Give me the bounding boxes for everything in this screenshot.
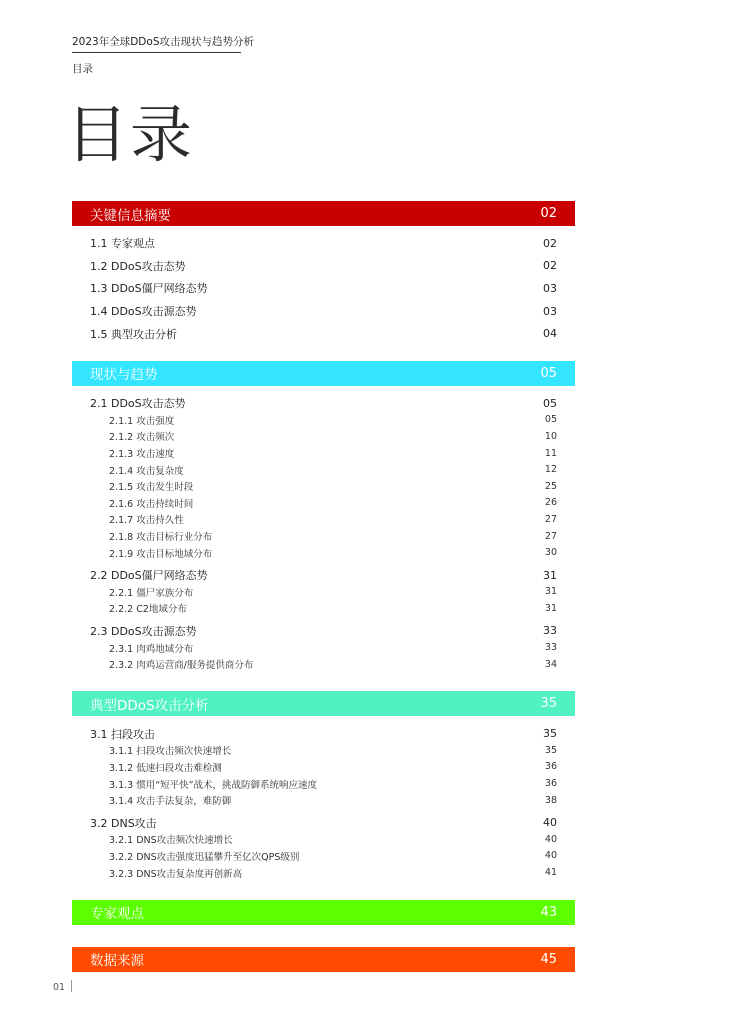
- toc-entry-label: 1.5 典型攻击分析: [90, 327, 177, 341]
- toc-entry-page: 05: [544, 414, 557, 426]
- toc-entry-label: 2.2 DDoS僵尸网络态势: [90, 569, 208, 583]
- toc-subentry[interactable]: [72, 759, 575, 776]
- toc-entry-page: 31: [544, 602, 557, 614]
- toc-subentry[interactable]: [72, 792, 575, 809]
- toc-subentry[interactable]: [72, 639, 575, 656]
- toc-entry-page: 03: [543, 281, 557, 295]
- toc-section-title: 关键信息摘要: [90, 207, 171, 224]
- toc-subentry[interactable]: [72, 445, 575, 462]
- toc-entry-page: 25: [544, 480, 557, 492]
- toc-section-bar[interactable]: [72, 691, 575, 716]
- toc-entry[interactable]: [72, 623, 575, 640]
- toc-entry-page: 11: [544, 447, 557, 459]
- toc-entry-label: 3.1 扫段攻击: [90, 727, 155, 741]
- toc-entry-label: 3.2.1 DNS攻击频次快速增长: [109, 835, 233, 847]
- toc-entry-label: 3.2 DNS攻击: [90, 816, 157, 830]
- header-divider: [72, 52, 241, 53]
- toc-entry-page: 36: [544, 778, 557, 790]
- toc-entry-label: 2.3 DDoS攻击源态势: [90, 624, 197, 638]
- toc-entry-page: 27: [544, 530, 557, 542]
- toc-entry[interactable]: [72, 814, 575, 831]
- toc-subentry[interactable]: [72, 656, 575, 673]
- toc-subentry[interactable]: [72, 528, 575, 545]
- toc-entry-label: 2.1.6 攻击持续时间: [109, 498, 194, 510]
- toc-entry-page: 02: [543, 236, 557, 250]
- toc-entry-page: 40: [544, 833, 557, 845]
- toc-entry-label: 3.2.3 DNS攻击复杂度再创新高: [109, 868, 243, 880]
- toc-subentry[interactable]: [72, 495, 575, 512]
- toc-entry-label: 2.3.1 肉鸡地域分布: [109, 643, 194, 655]
- toc-entry[interactable]: [72, 567, 575, 584]
- toc-entry-page: 04: [543, 327, 557, 341]
- toc-entry-label: 2.1.8 攻击目标行业分布: [109, 532, 213, 544]
- toc-entry-label: 2.1.9 攻击目标地域分布: [109, 548, 213, 560]
- toc-subentry[interactable]: [72, 848, 575, 865]
- toc-section-title: 专家观点: [90, 906, 144, 923]
- toc-entry[interactable]: [72, 303, 575, 320]
- toc-entry-page: 03: [543, 304, 557, 318]
- toc-subentry[interactable]: [72, 511, 575, 528]
- toc-section-title: 现状与趋势: [90, 367, 158, 384]
- toc-entry-page: 05: [543, 396, 557, 410]
- toc-entry-label: 2.2.2 C2地域分布: [109, 604, 187, 616]
- toc-entry-page: 31: [543, 568, 557, 582]
- toc-entry-label: 2.1 DDoS攻击态势: [90, 397, 186, 411]
- toc-subentry[interactable]: [72, 775, 575, 792]
- toc-entry-page: 41: [544, 867, 557, 879]
- toc-entry-page: 31: [544, 586, 557, 598]
- toc-entry-label: 1.3 DDoS僵尸网络态势: [90, 282, 208, 296]
- toc-subentry[interactable]: [72, 600, 575, 617]
- toc-section-bar[interactable]: [72, 947, 575, 972]
- toc-entry-label: 2.3.2 肉鸡运营商/服务提供商分布: [109, 660, 254, 672]
- toc-entry-label: 3.1.1 扫段攻击频次快速增长: [109, 746, 232, 758]
- toc-entry-label: 2.1.1 攻击强度: [109, 415, 175, 427]
- toc-entry[interactable]: [72, 725, 575, 742]
- toc-entry-label: 2.2.1 僵尸家族分布: [109, 587, 194, 599]
- toc-entry-label: 1.4 DDoS攻击源态势: [90, 305, 197, 319]
- toc-entry-page: 35: [543, 727, 557, 741]
- page-title: 目录: [66, 98, 195, 171]
- toc-entry-label: 1.1 专家观点: [90, 237, 155, 251]
- toc-subentry[interactable]: [72, 831, 575, 848]
- toc-entry-page: 33: [544, 642, 557, 654]
- toc-subentry[interactable]: [72, 544, 575, 561]
- toc-entry-label: 3.1.4 攻击手法复杂，难防御: [109, 796, 232, 808]
- footer-divider: [71, 980, 72, 992]
- toc-section-bar[interactable]: [72, 201, 575, 226]
- toc-entry-page: 26: [544, 497, 557, 509]
- table-of-contents: [72, 201, 575, 972]
- section-label: 目录: [72, 63, 93, 75]
- toc-entry-page: 10: [544, 430, 557, 442]
- toc-entry-page: 38: [544, 794, 557, 806]
- toc-entry-label: 3.2.2 DNS攻击强度迅猛攀升至亿次QPS级别: [109, 851, 300, 863]
- toc-subentry[interactable]: [72, 461, 575, 478]
- toc-section-page: 05: [540, 365, 557, 381]
- toc-section-page: 43: [540, 904, 557, 920]
- toc-entry-page: 02: [543, 259, 557, 273]
- toc-section-bar[interactable]: [72, 900, 575, 925]
- toc-subentry[interactable]: [72, 584, 575, 601]
- toc-section-page: 35: [540, 696, 557, 712]
- toc-entry[interactable]: [72, 258, 575, 275]
- toc-entry-page: 33: [543, 624, 557, 638]
- toc-section-bar[interactable]: [72, 361, 575, 386]
- toc-section-page: 45: [540, 951, 557, 967]
- toc-entry-page: 35: [544, 744, 557, 756]
- toc-section-title: 典型DDoS攻击分析: [90, 697, 209, 714]
- toc-entry-label: 2.1.2 攻击频次: [109, 432, 175, 444]
- page-number: 01: [53, 982, 66, 993]
- toc-entry[interactable]: [72, 325, 575, 342]
- toc-entry-label: 1.2 DDoS攻击态势: [90, 259, 186, 273]
- toc-entry-label: 3.1.3 惯用“短平快”战术，挑战防御系统响应速度: [109, 779, 318, 791]
- document-title: 2023年全球DDoS攻击现状与趋势分析: [72, 36, 254, 48]
- toc-entry[interactable]: [72, 280, 575, 297]
- toc-entry[interactable]: [72, 395, 575, 412]
- toc-entry-label: 2.1.3 攻击速度: [109, 449, 175, 461]
- toc-entry-label: 2.1.7 攻击持久性: [109, 515, 184, 527]
- toc-entry-page: 27: [544, 513, 557, 525]
- toc-entry-label: 2.1.4 攻击复杂度: [109, 465, 184, 477]
- toc-subentry[interactable]: [72, 742, 575, 759]
- toc-subentry[interactable]: [72, 412, 575, 429]
- toc-entry[interactable]: [72, 235, 575, 252]
- toc-entry-page: 34: [544, 658, 557, 670]
- toc-entry-page: 40: [544, 850, 557, 862]
- toc-entry-page: 30: [544, 547, 557, 559]
- toc-subentry[interactable]: [72, 478, 575, 495]
- toc-section-title: 数据来源: [90, 953, 144, 970]
- toc-section-page: 02: [540, 206, 557, 221]
- toc-entry-label: 2.1.5 攻击发生时段: [109, 482, 194, 494]
- toc-subentry[interactable]: [72, 864, 575, 881]
- toc-entry-label: 3.1.2 低速扫段攻击难检测: [109, 762, 222, 774]
- toc-entry-page: 36: [544, 761, 557, 773]
- toc-entry-page: 40: [543, 816, 557, 830]
- toc-subentry[interactable]: [72, 428, 575, 445]
- toc-entry-page: 12: [544, 464, 557, 476]
